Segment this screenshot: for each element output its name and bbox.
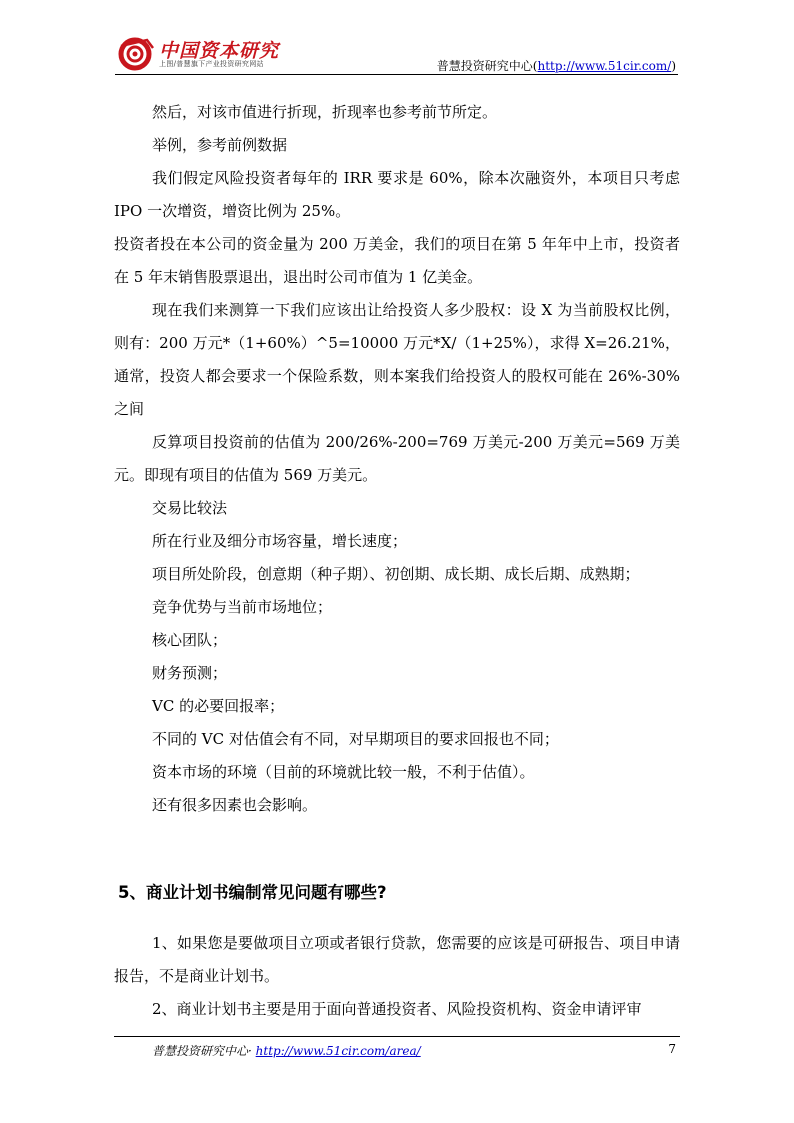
list-item: 交易比较法 [152,499,228,517]
page-number: 7 [668,1042,676,1056]
list-item: 还有很多因素也会影响。 [152,796,318,814]
list-item: VC 的必要回报率； [152,697,285,715]
list-item: 项目所处阶段，创意期（种子期）、初创期、成长期、成长后期、成熟期； [152,565,640,583]
header-close-paren: ) [671,59,676,73]
footer-org-name: 普慧投资研究中心· [152,1044,252,1058]
list-item: 所在行业及细分市场容量，增长速度； [152,532,408,550]
header-source [437,57,676,74]
list-item: 竞争优势与当前市场地位； [152,598,333,616]
site-logo[interactable] [117,34,287,74]
section-heading: 5、商业计划书编制常见问题有哪些? [118,883,387,902]
paragraph: 反算项目投资前的估值为 200/26%-200=769 万美元-200 万美元=569 万美元。即现有项目的估值为 569 万美元。 [114,433,680,484]
logo-title: 中国资本研究 [159,40,280,62]
paragraph: 2、商业计划书主要是用于面向普通投资者、风险投资机构、资金申请评审 [152,1000,642,1018]
header-url-link[interactable]: http://www.51cir.com/ [537,59,672,73]
page-footer [114,1036,680,1067]
footer-url-link[interactable]: http://www.51cir.com/area/ [255,1044,421,1058]
paragraph: 举例，参考前例数据 [152,136,288,154]
list-item: 不同的 VC 对估值会有不同，对早期项目的要求回报也不同； [152,730,559,748]
paragraph: 然后，对该市值进行折现，折现率也参考前节所定。 [152,103,498,121]
list-item: 财务预测； [152,664,228,682]
list-item: 资本市场的环境（目前的环境就比较一般，不利于估值）。 [152,763,535,781]
list-item: 核心团队； [152,631,228,649]
footer-source [152,1042,421,1059]
body-text [114,96,680,822]
paragraph: 1、如果您是要做项目立项或者银行贷款，您需要的应该是可研报告、项目申请报告，不是商业计划书。 [114,934,680,985]
page-header [115,30,678,75]
paragraph: 现在我们来测算一下我们应该出让给投资人多少股权：设 X 为当前股权比例，则有：200 万元*（1+60%）^5=10000 万元*X/（1+25%），求得 X=26.21%，通常，投资人都会要求一个保险系数，则本案我们给投资人的股权可能在 26%-30%之间 [114,301,680,418]
paragraph: 投资者投在本公司的资金量为 200 万美金，我们的项目在第 5 年年中上市，投资者在 5 年末销售股票退出，退出时公司市值为 1 亿美金。 [114,235,680,286]
logo-globe-icon [117,34,157,74]
logo-subtitle: 上图/普慧旗下产业投资研究网站 [159,60,264,68]
paragraph: 我们假定风险投资者每年的 IRR 要求是 60%，除本次融资外，本项目只考虑 IPO 一次增资，增资比例为 25%。 [114,169,680,220]
section-body [114,927,680,1026]
header-org-name: 普慧投资研究中心( [436,59,538,73]
